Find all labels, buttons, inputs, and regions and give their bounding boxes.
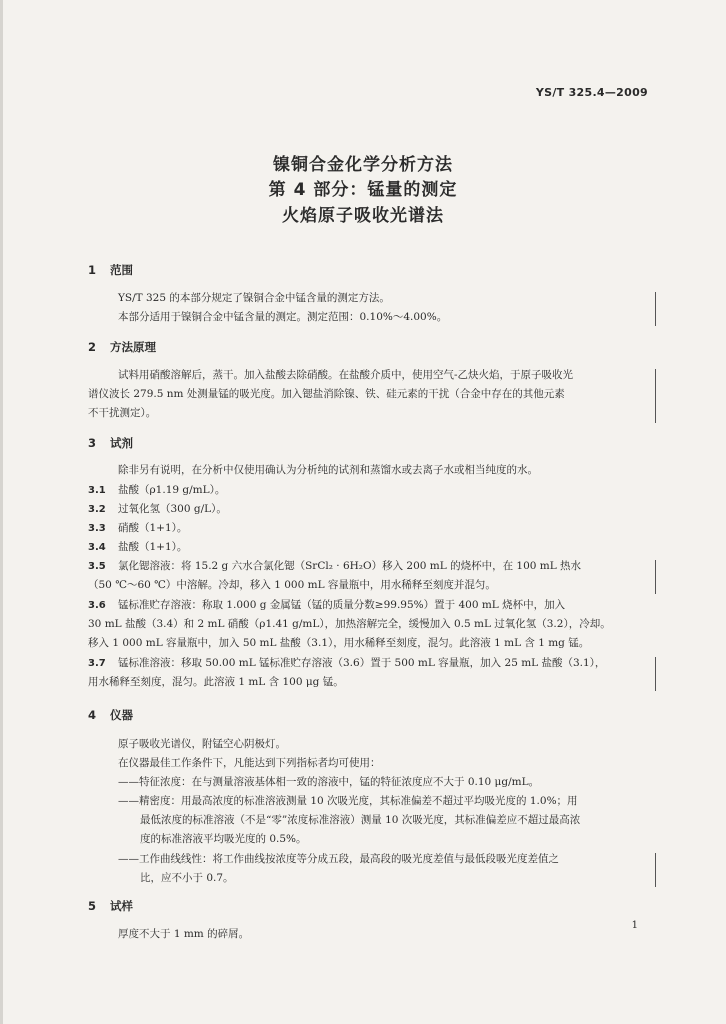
item-number: 3.5 xyxy=(88,561,106,572)
standard-code: YS/T 325.4—2009 xyxy=(535,86,648,99)
section-number: 3 xyxy=(88,436,97,450)
section-heading-scope xyxy=(88,262,133,278)
paragraph-line: 试料用硝酸溶解后，蒸干。加入盐酸去除硝酸。在盐酸介质中，使用空气-乙炔火焰，于原子吸收光 xyxy=(118,369,574,381)
change-bar xyxy=(655,853,656,887)
change-bar xyxy=(655,657,656,691)
item-text: 锰标准贮存溶液：称取 1.000 g 金属锰（锰的质量分数≥99.95%）置于 400 mL 烧杯中，加入 xyxy=(118,599,566,611)
list-item xyxy=(88,519,654,539)
section-heading-principle xyxy=(88,339,156,355)
section-number: 2 xyxy=(88,340,97,354)
paragraph: 除非另有说明，在分析中仅使用确认为分析纯的试剂和蒸馏水或去离子水或相当纯度的水。 xyxy=(118,464,538,476)
paragraph: 厚度不大于 1 mm 的碎屑。 xyxy=(118,928,250,940)
item-text: 过氧化氢（300 g/L）。 xyxy=(118,503,227,515)
dash-item-continuation: 比，应不小于 0.7。 xyxy=(140,872,234,884)
paragraph: YS/T 325 的本部分规定了镍铜合金中锰含量的测定方法。 xyxy=(118,292,390,304)
item-text: 锰标准溶液：移取 50.00 mL 锰标准贮存溶液（3.6）置于 500 mL 容量瓶，加入 25 mL 盐酸（3.1）， xyxy=(118,657,606,669)
section-title: 试剂 xyxy=(110,436,133,450)
section-heading-reagents xyxy=(88,435,133,451)
list-item xyxy=(88,557,654,577)
paragraph: 原子吸收光谱仪，附锰空心阴极灯。 xyxy=(118,738,286,750)
item-number: 3.6 xyxy=(88,600,106,611)
item-text: 硝酸（1+1）。 xyxy=(118,522,188,534)
title-line-1: 镍铜合金化学分析方法 xyxy=(273,155,453,175)
paragraph-line: 不干扰测定）。 xyxy=(88,407,157,419)
section-number: 4 xyxy=(88,708,97,722)
item-continuation: 30 mL 盐酸（3.4）和 2 mL 硝酸（ρ1.41 g/mL），加热溶解完全，缓慢加入 0.5 mL 过氧化氢（3.2），冷却。 xyxy=(88,618,611,630)
list-item xyxy=(88,500,654,520)
dash-item-continuation: 度的标准溶液平均吸光度的 0.5%。 xyxy=(140,833,307,845)
section-number: 1 xyxy=(88,263,97,277)
section-heading-sample xyxy=(88,898,133,914)
section-title: 范围 xyxy=(110,263,133,277)
list-item xyxy=(88,481,654,501)
item-text: 氯化锶溶液：将 15.2 g 六水合氯化锶（SrCl₂ · 6H₂O）移入 200 mL 的烧杯中，在 100 mL 热水 xyxy=(118,560,582,572)
section-number: 5 xyxy=(88,899,97,913)
change-bar xyxy=(655,560,656,594)
item-continuation: 移入 1 000 mL 容量瓶中，加入 50 mL 盐酸（3.1），用水稀释至刻度，混匀。此溶液 1 mL 含 1 mg 锰。 xyxy=(88,637,590,649)
list-item xyxy=(88,596,654,616)
item-continuation: （50 ℃～60 ℃）中溶解。冷却，移入 1 000 mL 容量瓶中，用水稀释至刻度并混匀。 xyxy=(88,579,496,591)
dash-item: ——精密度：用最高浓度的标准溶液测量 10 次吸光度，其标准偏差不超过平均吸光度的 1.0%；用 xyxy=(118,795,578,807)
item-text: 盐酸（1+1）。 xyxy=(118,541,188,553)
change-bar xyxy=(655,369,656,423)
title-line-2: 第 4 部分：锰量的测定 xyxy=(268,180,458,200)
section-title: 试样 xyxy=(110,899,133,913)
list-item xyxy=(88,654,654,674)
item-number: 3.2 xyxy=(88,504,106,515)
change-bar xyxy=(655,292,656,326)
section-title: 仪器 xyxy=(110,708,133,722)
item-number: 3.7 xyxy=(88,658,106,669)
page-number: 1 xyxy=(631,920,638,931)
item-text: 盐酸（ρ1.19 g/mL）。 xyxy=(118,484,226,496)
section-title: 方法原理 xyxy=(110,340,156,354)
section-heading-apparatus xyxy=(88,707,133,723)
list-item xyxy=(88,538,654,558)
dash-item-continuation: 最低浓度的标准溶液（不是“零”浓度标准溶液）测量 10 次吸光度，其标准偏差应不超过最高浓 xyxy=(140,814,581,826)
item-number: 3.4 xyxy=(88,542,106,553)
paragraph: 在仪器最佳工作条件下，凡能达到下列指标者均可使用： xyxy=(118,757,381,769)
item-number: 3.1 xyxy=(88,485,106,496)
item-number: 3.3 xyxy=(88,523,106,534)
title-line-3: 火焰原子吸收光谱法 xyxy=(282,206,444,226)
item-continuation: 用水稀释至刻度，混匀。此溶液 1 mL 含 100 μg 锰。 xyxy=(88,676,344,688)
dash-item: ——工作曲线线性：将工作曲线按浓度等分成五段，最高段的吸光度差值与最低段吸光度差值之 xyxy=(118,853,559,865)
dash-item: ——特征浓度：在与测量溶液基体相一致的溶液中，锰的特征浓度应不大于 0.10 μg/mL。 xyxy=(118,776,540,788)
paragraph: 本部分适用于镍铜合金中锰含量的测定。测定范围：0.10%～4.00%。 xyxy=(118,311,448,323)
paragraph-line: 谱仪波长 279.5 nm 处测量锰的吸光度。加入锶盐消除镍、铁、硅元素的干扰（合金中存在的其他元素 xyxy=(88,388,565,400)
